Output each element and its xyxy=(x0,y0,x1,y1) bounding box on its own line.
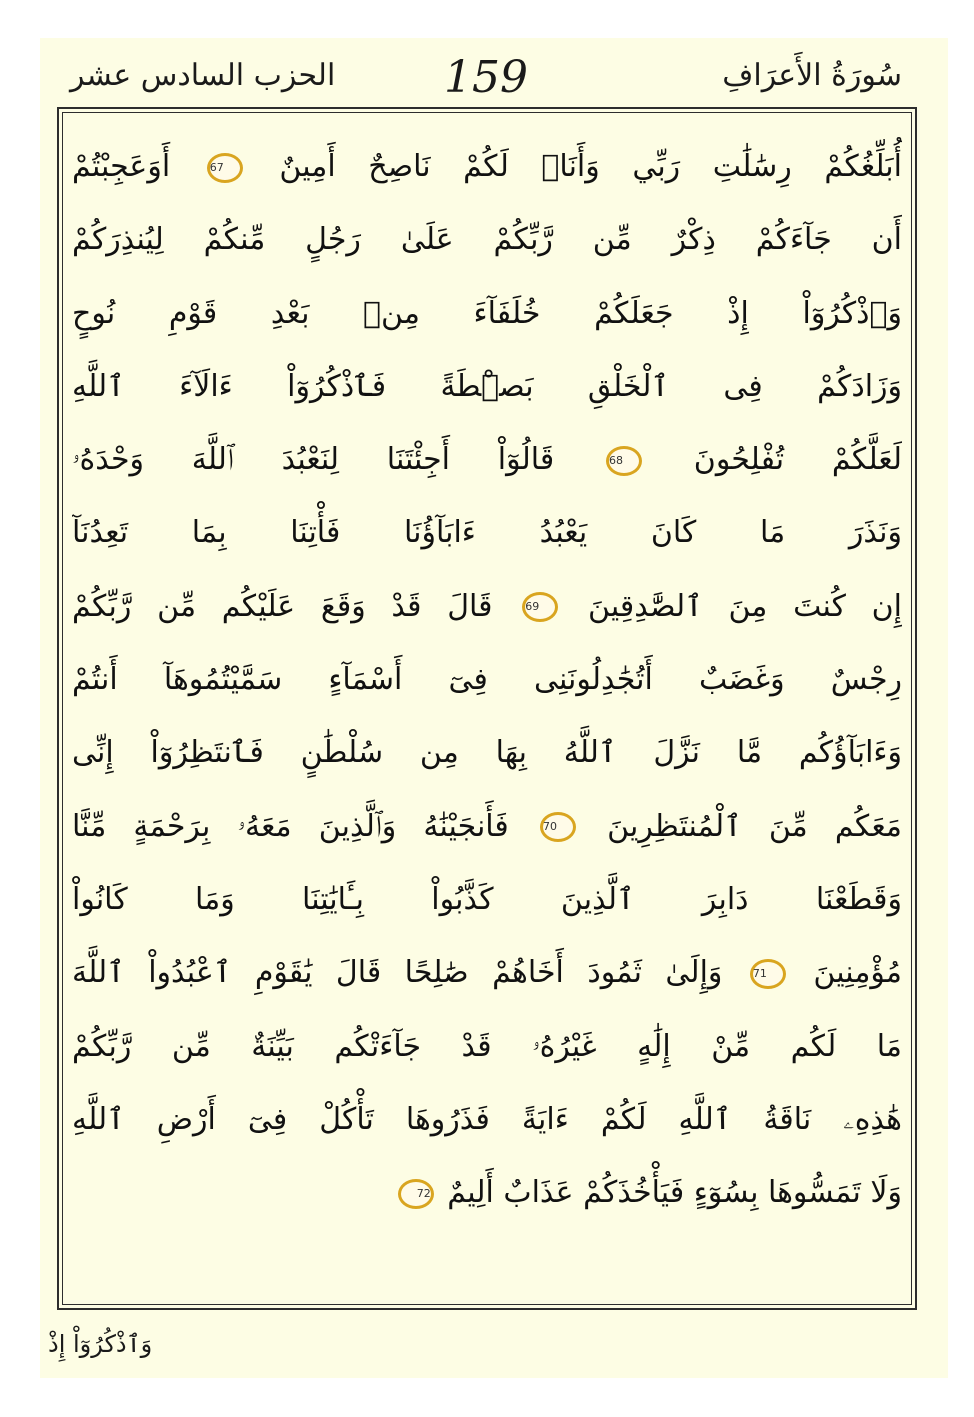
line-text: قَالُوٓاْ أَجِئْتَنَا لِنَعْبُدَ ٱللَّهَ وَحْدَهُۥ xyxy=(72,442,555,478)
line-text: مُؤْمِنِينَ xyxy=(813,955,902,991)
line-text: أُبَلِّغُكُمْ رِسَٰلَٰتِ رَبِّي وَأَنَا۠ لَكُمْ نَاصِحٌ أَمِينٌ xyxy=(279,149,902,184)
line-text: هَٰذِهِۦ نَاقَةُ ٱللَّهِ لَكُمْ ءَايَةً فَذَرُوهَا تَأْكُلْ فِىٓ أَرْضِ ٱللَّهِ xyxy=(72,1101,902,1137)
verse-line xyxy=(72,1010,902,1083)
line-text: رِجْسٌ وَغَضَبٌ أَتُجَٰدِلُونَنِى فِىٓ أَسْمَآءٍ سَمَّيْتُمُوهَآ أَنتُمْ xyxy=(72,662,902,698)
verse-line xyxy=(72,790,902,863)
line-text: وَلَا تَمَسُّوهَا بِسُوٓءٍ فَيَأْخُذَكُمْ عَذَابٌ أَلِيمٌ xyxy=(447,1175,902,1211)
verse-line xyxy=(72,203,902,276)
page-number: 159 xyxy=(444,52,528,103)
line-text: أَوَعَجِبْتُمْ xyxy=(72,149,171,184)
catchword: وَٱذْكُرُوٓاْ إِذْ xyxy=(48,1330,153,1358)
line-text: لَعَلَّكُمْ تُفْلِحُونَ xyxy=(693,442,902,478)
line-text: وَءَابَآؤُكُم مَّا نَزَّلَ ٱللَّهُ بِهَا مِن سُلْطَٰنٍ فَٱنتَظِرُوٓاْ إِنِّى xyxy=(72,735,902,771)
line-text: فَأَنجَيْنَٰهُ وَٱلَّذِينَ مَعَهُۥ بِرَحْمَةٍ مِّنَّا xyxy=(72,808,509,844)
verse-line xyxy=(72,863,902,936)
verse-line xyxy=(72,570,902,643)
line-text: مَعَكُم مِّنَ ٱلْمُنتَظِرِينَ xyxy=(607,808,902,844)
verse-line xyxy=(72,496,902,569)
line-text: إِن كُنتَ مِنَ ٱلصَّٰدِقِينَ xyxy=(588,588,902,624)
verse-line xyxy=(72,130,902,203)
line-text: أَن جَآءَكُمْ ذِكْرٌ مِّن رَّبِّكُمْ عَلَىٰ رَجُلٍ مِّنكُمْ لِيُنذِرَكُمْ xyxy=(72,222,902,258)
line-text: وَقَطَعْنَا دَابِرَ ٱلَّذِينَ كَذَّبُواْ بِـَٔايَٰتِنَا وَمَا كَانُواْ xyxy=(72,881,902,917)
ayah-number-marker: 72 xyxy=(398,1179,434,1209)
verse-line xyxy=(72,936,902,1009)
line-text: مَا لَكُم مِّنْ إِلَٰهٍ غَيْرُهُۥ قَدْ جَآءَتْكُم بَيِّنَةٌ مِّن رَّبِّكُمْ xyxy=(72,1028,902,1064)
ayah-number-marker: 67 xyxy=(207,153,243,183)
line-text: وَٱذْكُرُوٓاْ إِذْ جَعَلَكُمْ خُلَفَآءَ مِنۢ بَعْدِ قَوْمِ نُوحٍ xyxy=(72,295,902,331)
verse-line xyxy=(72,716,902,789)
verse-line xyxy=(72,1156,902,1229)
verse-line xyxy=(72,277,902,350)
verse-line xyxy=(72,643,902,716)
ayah-number-marker: 68 xyxy=(606,446,642,476)
line-text: وَنَذَرَ مَا كَانَ يَعْبُدُ ءَابَآؤُنَا فَأْتِنَا بِمَا تَعِدُنَآ xyxy=(72,515,902,551)
line-text: وَإِلَىٰ ثَمُودَ أَخَاهُمْ صَٰلِحًا قَالَ يَٰقَوْمِ ٱعْبُدُواْ ٱللَّهَ xyxy=(72,955,723,991)
verse-line xyxy=(72,423,902,496)
ayah-number-marker: 69 xyxy=(522,592,558,622)
verse-line xyxy=(72,350,902,423)
verse-line xyxy=(72,1083,902,1156)
page-header xyxy=(70,52,902,108)
line-text: قَالَ قَدْ وَقَعَ عَلَيْكُم مِّن رَّبِّكُمْ xyxy=(72,588,493,624)
ayah-number-marker: 71 xyxy=(750,959,786,989)
line-text: وَزَادَكُمْ فِى ٱلْخَلْقِ بَصْۜطَةً فَٱذْكُرُوٓاْ ءَالَآءَ ٱللَّهِ xyxy=(72,368,902,404)
ayah-number-marker: 70 xyxy=(540,812,576,842)
verse-lines xyxy=(72,130,902,1229)
surah-name: سُورَةُ الأَعرَافِ xyxy=(722,58,902,93)
hizb-label: الحزب السادس عشر xyxy=(70,58,336,93)
